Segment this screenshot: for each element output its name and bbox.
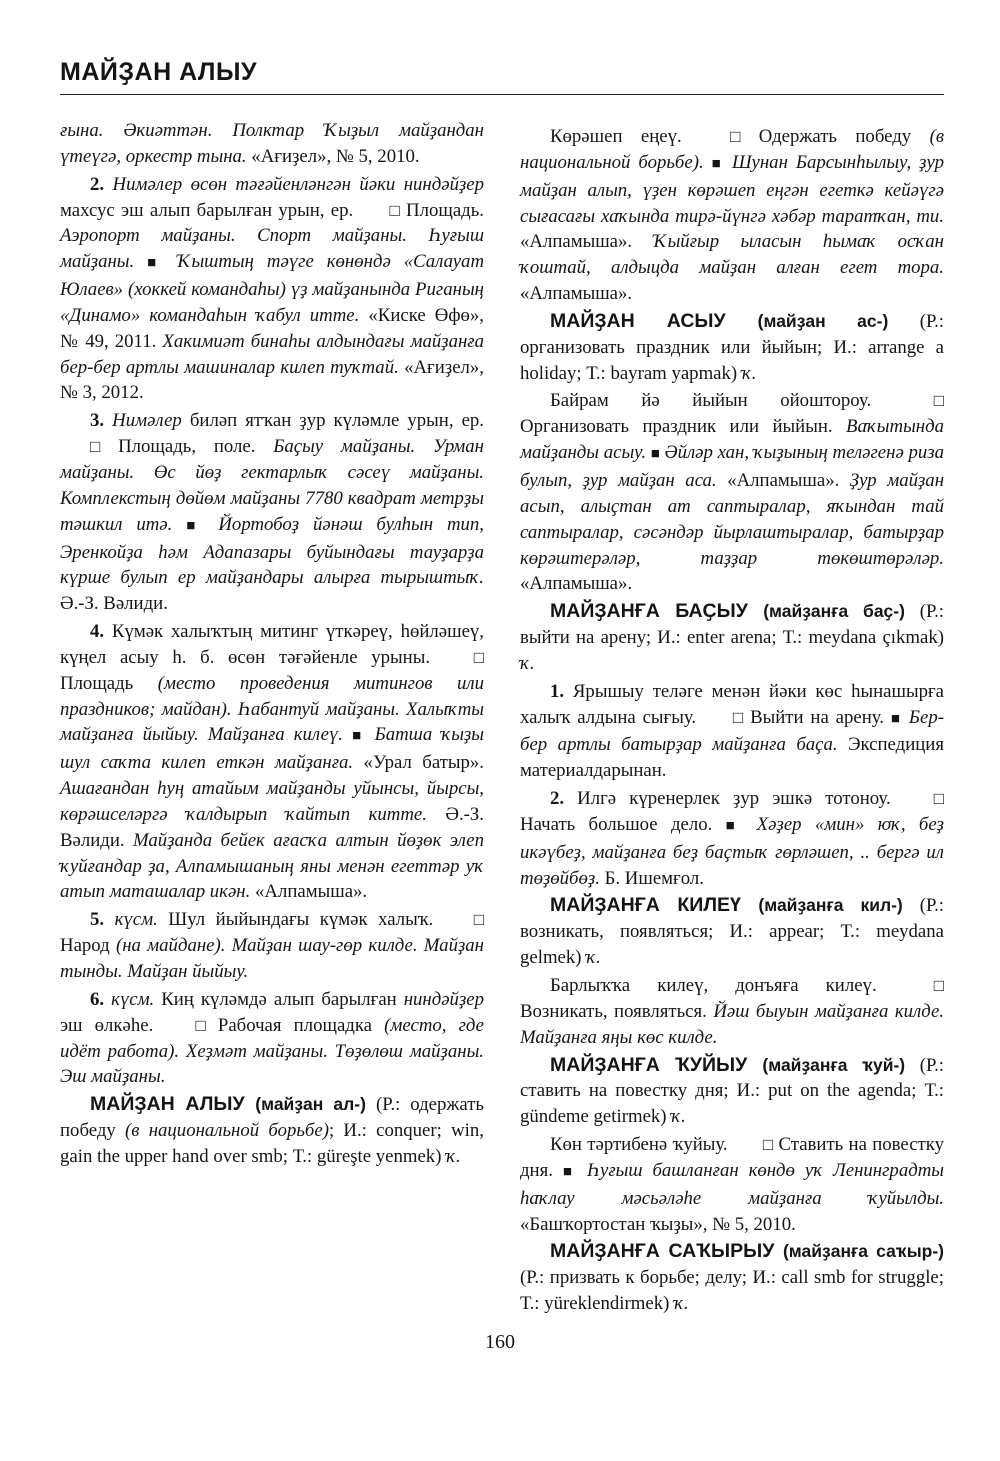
text-run: Одержать победу	[740, 126, 930, 147]
headword: МАЙҘАНҒА САҠЫРЫУ	[550, 1240, 783, 1263]
entry-paragraph	[60, 907, 484, 985]
text-run: Площадь	[60, 672, 158, 694]
text-run: Көрәшеп еңеү.	[550, 126, 701, 147]
italic-run: ҡ.	[674, 1293, 689, 1315]
text-run: Народ	[60, 935, 116, 957]
entry-paragraph	[60, 619, 484, 905]
translation-marker-icon: □	[195, 1015, 206, 1035]
entry-paragraph	[520, 679, 944, 784]
italic-run: (место, где идёт работа). Хеҙмәт майҙаны. Төҙөлөш майҙаны. Эш майҙаны.	[60, 1014, 485, 1088]
translation-marker-icon: □	[933, 789, 945, 809]
italic-run: (место проведения митингов или праздников; майдан). Һабантуй майҙаны. Халыҡты майҙанға йыйыу. Майҙанға килеү.	[60, 672, 484, 746]
text-run: Возникать, появляться.	[520, 1000, 714, 1022]
headword: МАЙҘАН АСЫУ	[550, 309, 758, 332]
italic-run: Ҡыйғыр ылаcын һымаҡ осҡан ҡоштай, алдыцда майҙан алған егет тора.	[520, 231, 945, 279]
italic-run: (в национальной борьбе)	[125, 1120, 329, 1142]
entry-paragraph	[60, 408, 484, 617]
text-run: Барлыҡҡа килеү, донъяға килеү.	[550, 975, 904, 996]
italic-run: ҡ.	[520, 652, 535, 674]
example-marker-icon: ■	[650, 446, 660, 463]
translation-marker-icon: □	[762, 1135, 774, 1155]
entry-paragraph	[520, 1239, 944, 1317]
page-number: 160	[485, 1331, 515, 1353]
text-run: Начать большое дело.	[520, 813, 726, 835]
italic-run: Йәш быуын майҙанға килде. Майҙанға яңы көс килде.	[520, 1000, 944, 1048]
entry-paragraph	[60, 1092, 484, 1170]
entry-paragraph	[520, 388, 944, 597]
headword-stem: (майҙанға баҫ-)	[763, 601, 920, 622]
text-run: (Р.: выйти на арену; И.: enter arena; Т.: meydana çıkmak)	[520, 601, 944, 649]
entry-paragraph	[60, 118, 484, 170]
headword: МАЙҘАНҒА БАҪЫУ	[550, 600, 764, 623]
italic-run: Нимәлер	[112, 410, 190, 432]
sense-number: 6.	[90, 988, 112, 1010]
text-run: Рабочая площадка	[205, 1014, 385, 1036]
italic-run: Майҙанда бейек ағасҡа алтын йөҙөк элеп ҡуйғандар ҙа, Алпамышаның яны менән егеттәр уҡ атып маташалар икән.	[60, 829, 484, 903]
italic-run: ҡ.	[446, 1145, 461, 1167]
entry-paragraph	[60, 172, 484, 407]
headword-stem: (майҙан ас-)	[757, 310, 920, 331]
entry-paragraph	[520, 124, 944, 307]
translation-marker-icon: □	[933, 391, 944, 411]
text-run: «Башҡортостан ҡыҙы», № 5, 2010.	[520, 1213, 796, 1235]
example-marker-icon: ■	[352, 728, 366, 745]
text-run: «Урал батыр».	[363, 752, 484, 774]
italic-run: Батша ҡыҙы шул саҡта килеп еткән майҙанға.	[60, 724, 484, 774]
text-run: «Алпамыша».	[520, 231, 654, 253]
italic-run: Ашағандан һуң атайым майҙанды уйынсы, йырсы, көрәшселәргә ҡалдырып ҡайтып китте.	[60, 778, 484, 825]
text-run: (Р.: ставить на повестку дня; И.: put on the agenda; Т.: gündeme getirmek)	[520, 1054, 944, 1128]
entry-paragraph	[520, 786, 944, 891]
entry-paragraph	[520, 599, 944, 677]
text-run: Ә.-З. Вәлиди.	[60, 803, 484, 851]
text-run: «Алпамыша».	[520, 573, 633, 595]
translation-marker-icon: □	[473, 647, 484, 667]
headword-stem: (майҙан ал-)	[255, 1094, 377, 1115]
example-marker-icon: ■	[725, 817, 744, 834]
text-run: ; И.: conquer; win, gain the upper hand over smb; Т.: güreşte yenmek)	[60, 1120, 484, 1167]
sense-number: 3.	[90, 410, 113, 432]
entry-paragraph	[520, 1132, 944, 1237]
left-column	[60, 118, 484, 1170]
text-run: (Р.: организовать праздник или йыйын; И.: arrange a holiday; Т.: bayram yapmak)	[520, 310, 944, 384]
italic-run: күсм.	[111, 988, 162, 1010]
text-run: «Ағиҙел», № 5, 2010.	[251, 145, 420, 167]
text-run: «Алпамыша».	[520, 283, 633, 305]
italic-run: Нимәлер өсөн тәғәйенләнгән йәки ниндәйҙер	[112, 173, 485, 195]
headword-stem: (майҙанға саҡыр-)	[782, 1241, 944, 1262]
text-run: Киң күләмдә алып барылған	[161, 988, 404, 1010]
example-marker-icon: ■	[186, 517, 205, 534]
sense-number: 4.	[90, 621, 112, 643]
example-marker-icon: ■	[562, 1163, 578, 1180]
text-run: Б. Ишемғол.	[604, 867, 704, 889]
headword: МАЙҘАНҒА ҠУЙЫУ	[550, 1053, 763, 1076]
italic-run: (в национальной борьбе).	[520, 126, 944, 173]
text-run: Күмәк халыҡтың митинг үткәреү, һөйләшеү, күңел асыу һ. б. өсөн тәғәйенле урыны.	[60, 621, 485, 668]
italic-run: Хакимиәт бинаһы алдындағы майҙанға бер-бер артлы машиналар килеп туҡтай.	[60, 330, 484, 378]
italic-run: Ҙур майҙан асып, алыҫтан ат саптыралар, яҡындан тай саптыралар, сәсәндәр йырлаштыралар, батырҙар көрәштерәләр, таҙҙар төкөштөрәләр.	[520, 469, 945, 569]
italic-run: Һуғыш башланған көндө уҡ Ленинградты һаҡлау мәсьәләһе майҙанға ҡуйылды.	[520, 1159, 944, 1209]
italic-run: ғына. Әкиәттән. Полктар Ҡыҙыл майҙандан үтеүгә, оркестр тына.	[60, 120, 484, 167]
headword-stem: (майҙанға ҡуй-)	[762, 1054, 920, 1075]
translation-marker-icon: □	[473, 910, 485, 930]
sense-number: 2.	[90, 173, 113, 195]
text-run: Байрам йә йыйын ойоштороу.	[550, 390, 904, 412]
sense-number: 1.	[550, 680, 573, 702]
entry-paragraph	[520, 309, 944, 387]
text-run: Ярышыу теләге менән йәки көс һынашырға халыҡ алдына сығыу.	[520, 680, 944, 728]
translation-marker-icon: □	[730, 127, 741, 146]
text-run: Көн тәртибенә ҡуйыу.	[550, 1134, 733, 1156]
header-rule	[60, 94, 944, 95]
sense-number: 5.	[90, 909, 115, 931]
text-run: (Р.: одержать победу	[60, 1094, 484, 1142]
translation-marker-icon: □	[732, 707, 744, 727]
text-run: Организовать праздник или йыйын.	[520, 416, 847, 438]
headword: МАЙҘАН АЛЫУ	[90, 1093, 256, 1116]
italic-run: ниндәйҙер	[403, 988, 484, 1010]
text-run: Площадь, поле.	[100, 436, 274, 458]
example-marker-icon: ■	[890, 710, 903, 727]
translation-marker-icon: □	[90, 437, 101, 457]
italic-run: Йортобоҙ йәнәш булһын тип, Эренкойҙа һәм Адапазары буйындағы тауҙарҙа күрше булып ер майҙандары алырға тырыштыҡ.	[60, 513, 485, 589]
sense-number: 2.	[550, 788, 578, 810]
text-run: (Р.: призвать к борьбе; делу; И.: call smb for struggle; Т.: yüreklendirmek)	[520, 1267, 944, 1315]
translation-marker-icon: □	[933, 976, 944, 995]
italic-run: Әйләр хан, ҡыҙының теләгенә риза булып, ҙур майҙан аса.	[520, 442, 944, 491]
italic-run: Ваҡытында майҙанды асыу.	[520, 416, 944, 464]
italic-run: ҡ.	[741, 362, 757, 384]
italic-run: (на майдане). Майҙан шау-гөр килде. Майҙан тынды. Майҙан йыйыу.	[60, 935, 484, 982]
translation-marker-icon: □	[389, 200, 400, 220]
text-run: «Киске Өфө», № 49, 2011.	[60, 304, 485, 352]
entry-paragraph	[520, 973, 944, 1051]
text-run: (Р.: возникать, появляться; И.: appear; Т.: meydana gelmek)	[520, 895, 944, 969]
running-head: МАЙҘАН АЛЫУ	[60, 58, 257, 86]
text-run: эш өлкәһе.	[60, 1014, 166, 1036]
text-run: Ставить на повестку дня.	[520, 1134, 945, 1181]
italic-run: күсм.	[114, 909, 169, 931]
text-run: махсус эш алып барылған урын, ер.	[60, 199, 360, 221]
headword-stem: (майҙанға кил-)	[758, 895, 920, 916]
entry-paragraph	[60, 987, 484, 1090]
headword: МАЙҘАНҒА КИЛЕҮ	[550, 894, 759, 917]
italic-run: ҡ.	[586, 947, 601, 969]
text-run: «Алпамыша».	[255, 881, 368, 903]
entry-paragraph	[520, 1053, 944, 1131]
italic-run: ҡ.	[671, 1106, 686, 1128]
italic-run: Аэропорт майҙаны. Спорт майҙаны. Һуғыш майҙаны.	[60, 225, 484, 273]
example-marker-icon: ■	[711, 155, 724, 172]
text-run: Площадь.	[399, 199, 484, 221]
italic-run: Баҫыу майҙаны. Урман майҙаны. Өс йөҙ гектарлыҡ сәсеү майҙаны. Комплекстың дөйөм майҙаны 7780 квадрат метрҙы тәшкил итә.	[60, 436, 484, 535]
text-run: Экспедиция материалдарынан.	[520, 734, 944, 782]
text-run: Ә.-З. Вәлиди.	[60, 593, 168, 615]
text-run: Выйти на арену.	[743, 706, 891, 728]
text-run: Илгә күренерлек ҙур эшкә тотоноу.	[577, 788, 904, 810]
italic-run: Бер-бер артлы батырҙар майҙанға баҫа.	[520, 706, 944, 756]
italic-run: Шунан Барсынһылыу, ҙур майҙан алып, үҙен көрәшеп еңгән егеткә кейәүгә сығасағы хаҡында тирә-йүнгә хәбәр таратҡан, ти.	[520, 151, 944, 227]
text-run: «Алпамыша».	[727, 469, 850, 491]
text-run: биләп ятҡан ҙур күләмле урын, ер.	[189, 410, 485, 432]
italic-run: Хәҙер «мин» юҡ, беҙ икәүбеҙ, майҙанға беҙ баҫтыҡ гөрләшеп, .. бергә ил төҙөйбөҙ.	[520, 813, 944, 889]
text-run: Шул йыйындағы күмәк халыҡ.	[168, 909, 444, 931]
right-column	[520, 124, 944, 1317]
example-marker-icon: ■	[147, 255, 165, 272]
entry-paragraph	[520, 893, 944, 971]
text-run: «Ағиҙел», № 3, 2012.	[60, 356, 484, 404]
italic-run: Ҡыштың тәүге көнөндә «Салауат Юлаев» (хоккей командаһы) үҙ майҙанында Риганың «Динамо» командаһын ҡабул итте.	[60, 251, 485, 326]
